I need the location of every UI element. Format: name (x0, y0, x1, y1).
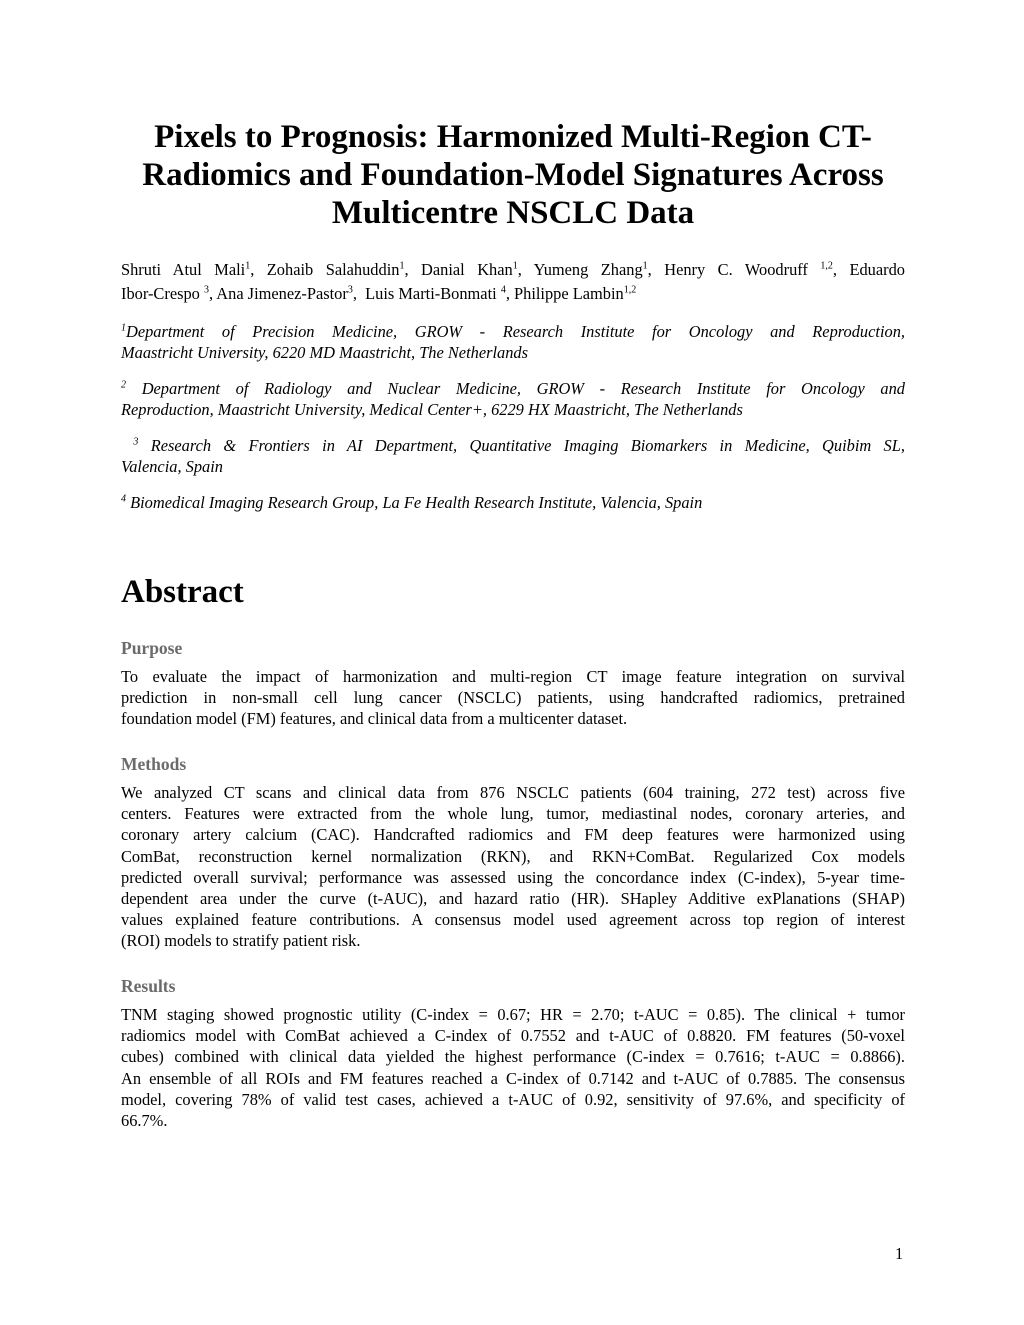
body-line: We analyzed CT scans and clinical data from 876 NSCLC patients (604 training, 272 test) across five (121, 783, 905, 802)
affiliation-3 (121, 435, 905, 477)
author-line: Ibor-Crespo $^3$, Ana Jimenez-Pastor$^3$, Luis Marti-Bonmati $^4$, Philippe Lambin$^{1,2}$ (121, 284, 637, 303)
author-affiliation-marker: 3 (203, 284, 209, 296)
affiliation-2 (121, 378, 905, 420)
section-body (121, 782, 905, 952)
abstract-heading: Abstract (121, 574, 244, 610)
body-line: ComBat, reconstruction kernel normalization (RKN), and RKN+ComBat. Regularized Cox models (121, 846, 905, 866)
author-affiliation-marker: 4 (500, 284, 506, 296)
methods-section (121, 753, 905, 952)
page-number: 1 (895, 1244, 904, 1263)
affiliation-line (121, 492, 905, 513)
author-name: Henry C. Woodruff (664, 260, 808, 279)
affiliation-line (121, 435, 905, 456)
header-block (121, 118, 905, 513)
section-body (121, 1004, 905, 1131)
author-line: Shruti Atul Mali$^1$, Zohaib Salahuddin$^1$, Danial Khan$^1$, Yumeng Zhang$^1$, Henry C. Woodruff $^{1,2}$, Eduardo (121, 260, 905, 279)
section-heading: Purpose (121, 638, 183, 658)
body-line: An ensemble of all ROIs and FM features reached a C-index of 0.7142 and t-AUC of 0.7885. The consensus (121, 1068, 905, 1088)
author-name: Zohaib Salahuddin (266, 260, 400, 279)
affiliation-number: 3 (133, 436, 139, 448)
author-affiliation-marker: 1 (642, 260, 648, 272)
title-line: Radiomics and Foundation-Model Signatures Across (142, 157, 884, 193)
affiliation-text: Department of Precision Medicine, GROW - Research Institute for Oncology and Reproduction, (126, 322, 905, 341)
affiliation-line: Reproduction, Maastricht University, Medical Center+, 6229 HX Maastricht, The Netherlands (121, 400, 743, 419)
author-affiliation-marker: 1 (512, 260, 518, 272)
author-name: Luis Marti-Bonmati (365, 284, 497, 303)
affiliation-number: 1 (121, 322, 126, 334)
section-body (121, 666, 905, 730)
author-affiliation-marker: 1 (245, 260, 251, 272)
section-heading: Methods (121, 754, 187, 774)
purpose-section (121, 637, 905, 730)
author-name: Philippe Lambin (514, 284, 624, 303)
results-section (121, 975, 905, 1131)
author-affiliation-marker: 1,2 (820, 260, 833, 272)
affiliation-number: 2 (121, 379, 126, 391)
affiliation-number: 4 (121, 493, 126, 505)
affiliation-text: Department of Radiology and Nuclear Medicine, GROW - Research Institute for Oncology and (141, 379, 905, 398)
author-name: Danial Khan (421, 260, 513, 279)
affiliation-line (121, 378, 905, 399)
body-line: TNM staging showed prognostic utility (C-index = 0.67; HR = 2.70; t-AUC = 0.85). The clinical + tumor (121, 1005, 905, 1024)
body-line: To evaluate the impact of harmonization and multi-region CT image feature integration on survival (121, 667, 905, 686)
paper-title (121, 118, 905, 232)
affiliation-1 (121, 321, 905, 363)
body-line: centers. Features were extracted from the whole lung, tumor, mediastinal nodes, coronary arteries, and (121, 804, 905, 824)
body-line: model, covering 78% of valid test cases, achieved a t-AUC of 0.92, sensitivity of 97.6%, and specificity of (121, 1089, 905, 1109)
author-name: Yumeng Zhang (533, 260, 643, 279)
author-list (121, 258, 905, 306)
body-line: values explained feature contributions. A consensus model used agreement across top region of interest (121, 910, 905, 930)
author-name: Eduardo (849, 260, 905, 279)
body-line: 66.7%. (121, 1111, 168, 1131)
affiliation-text: Research & Frontiers in AI Department, Quantitative Imaging Biomarkers in Medicine, Quibim SL, (150, 436, 905, 455)
body-line: cubes) combined with clinical data yielded the highest performance (C-index = 0.7616; t-AUC = 0.8866). (121, 1047, 905, 1067)
author-affiliation-marker: 1 (399, 260, 405, 272)
affiliation-text: Biomedical Imaging Research Group, La Fe Health Research Institute, Valencia, Spain (130, 493, 703, 512)
affiliation-line: Maastricht University, 6220 MD Maastricht, The Netherlands (121, 343, 529, 362)
author-name: Ibor-Crespo (121, 284, 200, 303)
body-line: (ROI) models to stratify patient risk. (121, 931, 361, 951)
body-line: dependent area under the curve (t-AUC), and hazard ratio (HR). SHapley Additive exPlanations (SHAP) (121, 889, 905, 909)
title-line: Pixels to Prognosis: Harmonized Multi-Region CT- (154, 119, 872, 155)
title-line: Multicentre NSCLC Data (331, 195, 695, 231)
author-name: Ana Jimenez-Pastor (216, 284, 348, 303)
author-name: Shruti Atul Mali (121, 260, 246, 279)
affiliation-line: Valencia, Spain (121, 457, 223, 476)
author-affiliation-marker: 1,2 (623, 284, 637, 296)
body-line: prediction in non-small cell lung cancer (NSCLC) patients, using handcrafted radiomics, pretrained (121, 688, 905, 708)
body-line: foundation model (FM) features, and clinical data from a multicenter dataset. (121, 709, 628, 729)
affiliation-line (121, 321, 905, 342)
body-line: coronary artery calcium (CAC). Handcrafted radiomics and FM deep features were harmonized using (121, 825, 905, 845)
body-line: radiomics model with ComBat achieved a C-index of 0.7552 and t-AUC of 0.8820. FM features (50-voxel (121, 1026, 905, 1046)
affiliation-4 (121, 492, 905, 513)
body-line: predicted overall survival; performance was assessed using the concordance index (C-index), 5-year time- (121, 867, 905, 887)
section-heading: Results (121, 976, 176, 996)
author-affiliation-marker: 3 (347, 284, 353, 296)
